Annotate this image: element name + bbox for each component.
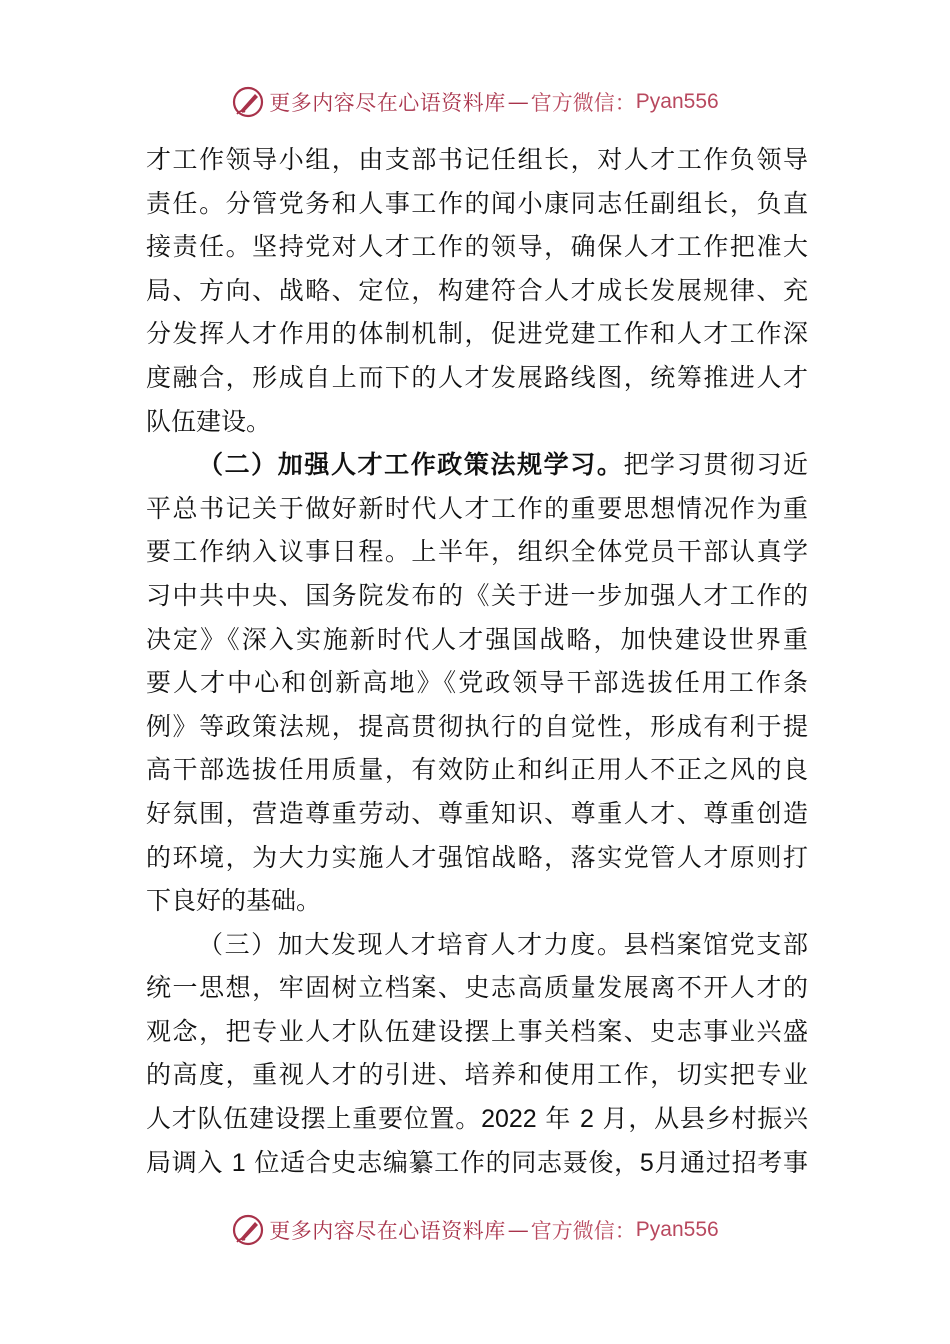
text-line: 的环境，为大力实施人才强馆战略，落实党管人才原则打	[146, 842, 808, 872]
text-line: 要人才中心和创新高地》《党政领导干部选拔任用工作条	[146, 668, 808, 698]
paragraph-3-first-line: （三）加大发现人才培育人才力度。县档案馆党支部	[198, 929, 808, 959]
text-fragment: 月，从县乡村振兴	[602, 1104, 808, 1134]
month-number: 5	[639, 1148, 654, 1177]
document-body	[146, 138, 808, 1184]
paragraph-2-first-line	[146, 443, 808, 487]
banner-text: 更多内容尽在心语资料库	[269, 91, 506, 115]
text-line: 高干部选拔任用质量，有效防止和纠正用人不正之风的良	[146, 755, 808, 785]
wechat-label: 官方微信：	[530, 91, 636, 115]
banner-separator: —	[507, 90, 529, 114]
mixed-text-line	[146, 1141, 808, 1185]
header-banner	[0, 82, 950, 122]
text-line: 责任。分管党务和人事工作的闻小康同志任副组长，负直	[146, 188, 808, 218]
footer-banner	[0, 1210, 950, 1250]
text-line: 习中共中央、国务院发布的《关于进一步加强人才工作的	[146, 580, 808, 610]
text-fragment: 人才队伍建设摆上重要位置。	[146, 1104, 482, 1134]
month-number: 2	[579, 1105, 594, 1134]
text-line: 决定》《深入实施新时代人才强国战略，加快建设世界重	[146, 624, 808, 654]
text-fragment: 局调入	[146, 1147, 224, 1177]
text-line: 局、方向、战略、定位，构建符合人才成长发展规律、充	[146, 275, 808, 305]
text-line: 接责任。坚持党对人才工作的领导，确保人才工作把准大	[146, 232, 808, 262]
text-fragment: 年	[545, 1104, 572, 1134]
text-fragment: 月通过招考事	[653, 1147, 808, 1177]
wechat-id: Pyan556	[635, 90, 719, 113]
text-line: 分发挥人才作用的体制机制，促进党建工作和人才工作深	[146, 319, 808, 349]
text-line: 观念，把专业人才队伍建设摆上事关档案、史志事业兴盛	[146, 1016, 808, 1046]
banner-separator: —	[507, 1218, 529, 1242]
text-line-fragment: 把学习贯彻习近	[623, 450, 808, 480]
text-line: 平总书记关于做好新时代人才工作的重要思想情况作为重	[146, 493, 808, 523]
banner-text: 更多内容尽在心语资料库	[269, 1219, 506, 1243]
wechat-id: Pyan556	[635, 1218, 719, 1241]
year-number: 2022	[481, 1105, 537, 1134]
text-line: 下良好的基础。	[146, 886, 322, 916]
text-line: 统一思想，牢固树立档案、史志高质量发展离不开人才的	[146, 973, 808, 1003]
pen-logo-icon	[231, 1213, 265, 1247]
text-line: 度融合，形成自上而下的人才发展路线图，统筹推进人才	[146, 362, 808, 392]
wechat-label: 官方微信：	[530, 1219, 636, 1243]
text-line: 例》等政策法规，提高贯彻执行的自觉性，形成有利于提	[146, 711, 808, 741]
count-number: 1	[231, 1148, 246, 1177]
section-heading: （二）加强人才工作政策法规学习。	[198, 450, 624, 480]
text-line: 的高度，重视人才的引进、培养和使用工作，切实把专业	[146, 1060, 808, 1090]
text-line: 队伍建设。	[146, 406, 272, 436]
text-fragment: 位适合史志编纂工作的同志聂俊，	[254, 1147, 640, 1177]
text-line: 要工作纳入议事日程。上半年，组织全体党员干部认真学	[146, 537, 808, 567]
pen-logo-icon	[231, 85, 265, 119]
text-line: 才工作领导小组，由支部书记任组长，对人才工作负领导	[146, 145, 808, 174]
text-line: 好氛围，营造尊重劳动、尊重知识、尊重人才、尊重创造	[146, 798, 808, 828]
mixed-text-line	[146, 1097, 808, 1141]
